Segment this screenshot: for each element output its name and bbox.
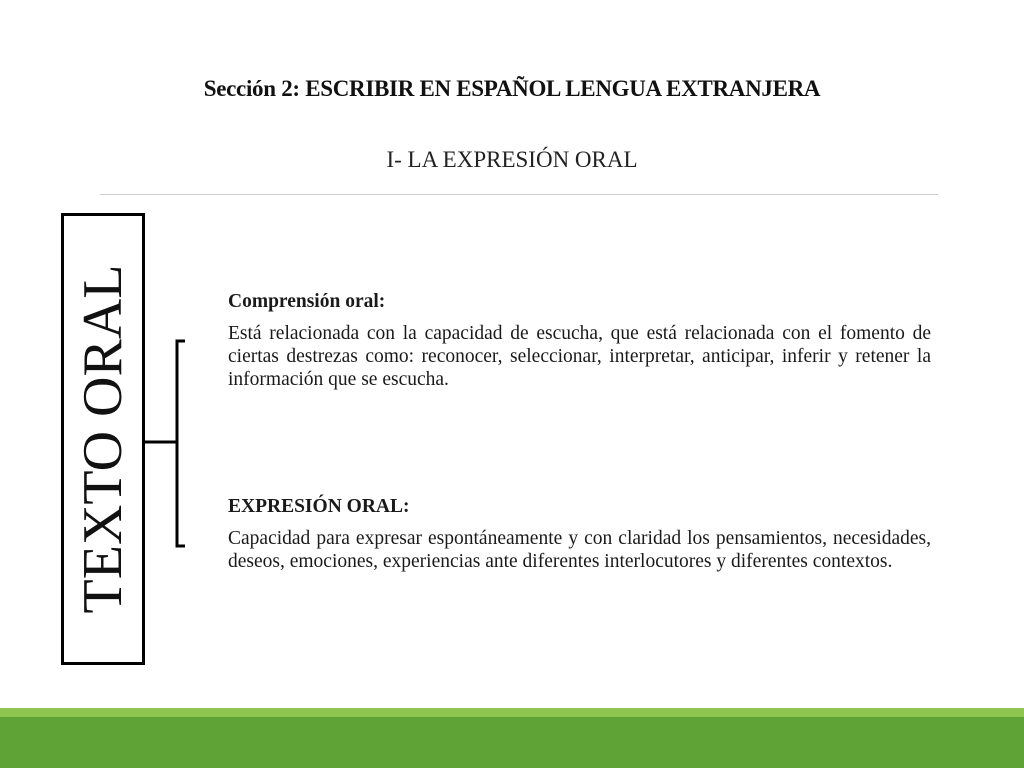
footer-bar xyxy=(0,717,1024,768)
footer-accent-bar xyxy=(0,708,1024,717)
root-label-box xyxy=(61,213,145,665)
root-label: TEXTO ORAL xyxy=(72,264,134,614)
title-divider xyxy=(100,194,938,195)
branch-comprension xyxy=(228,290,931,391)
slide-subtitle: I- LA EXPRESIÓN ORAL xyxy=(386,147,638,172)
branch-text: Capacidad para expresar espontáneamente y con claridad los pensamientos, necesidades, deseos, emociones, experiencias ante diferentes interlocutores y diferentes contextos. xyxy=(228,528,931,572)
branch-title: Comprensión oral: xyxy=(228,291,386,312)
branch-text: Está relacionada con la capacidad de escucha, que está relacionada con el fomento de ciertas destrezas como: reconocer, seleccionar, interpretar, anticipar, inferir y retener la información que se escucha. xyxy=(228,323,931,390)
bracket-connector xyxy=(145,330,185,552)
branch-title: EXPRESIÓN ORAL: xyxy=(228,496,410,517)
section-title: Sección 2: ESCRIBIR EN ESPAÑOL LENGUA EXTRANJERA xyxy=(203,76,821,101)
branch-expresion xyxy=(228,495,931,573)
